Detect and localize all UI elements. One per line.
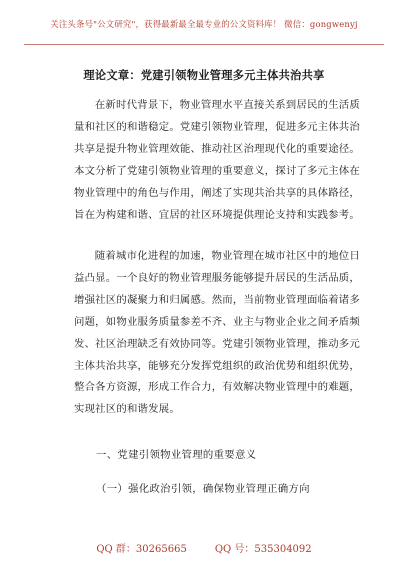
subsection-heading: （一）强化政治引领，确保物业管理正确方向 xyxy=(96,483,310,495)
footer-qq-number: QQ 号：535304092 xyxy=(214,544,312,555)
header-banner: 关注头条号"公文研究"，获得最新最全最专业的公文资料库！ 微信：gongwenyj xyxy=(50,19,358,29)
footer-qq-group: QQ 群：30265665 xyxy=(96,544,187,555)
header-divider xyxy=(24,44,384,45)
section-heading: 一、党建引领物业管理的重要意义 xyxy=(96,449,257,461)
footer-contact xyxy=(24,540,384,555)
paragraph-intro: 随着城市化进程的加速，物业管理在城市社区中的地位日益凸显。一个良好的物业管理服务能够提升居民的生活品质，增强社区的凝聚力和归属感。然而，当前物业管理面临着诸多问题，如物业服务质量参差不齐、业主与物业企业之间矛盾频发、社区治理缺乏有效协同等。党建引领物业管理，推动多元主体共治共享，能够充分发挥党组织的政治优势和组织优势，整合各方资源，形成工作合力，有效解决物业管理中的难题，实现社区的和谐发展。 xyxy=(74,250,360,416)
document-title: 理论文章：党建引领物业管理多元主体共治共享 xyxy=(83,69,325,82)
paragraph-abstract: 在新时代背景下，物业管理水平直接关系到居民的生活质量和社区的和谐稳定。党建引领物业管理，促进多元主体共治共享是提升物业管理效能、推动社区治理现代化的重要途径。本文分析了党建引领物业管理的重要意义，探讨了多元主体在物业管理中的角色与作用，阐述了实现共治共享的具体路径，旨在为构建和谐、宜居的社区环境提供理论支持和实践参考。 xyxy=(74,99,360,221)
